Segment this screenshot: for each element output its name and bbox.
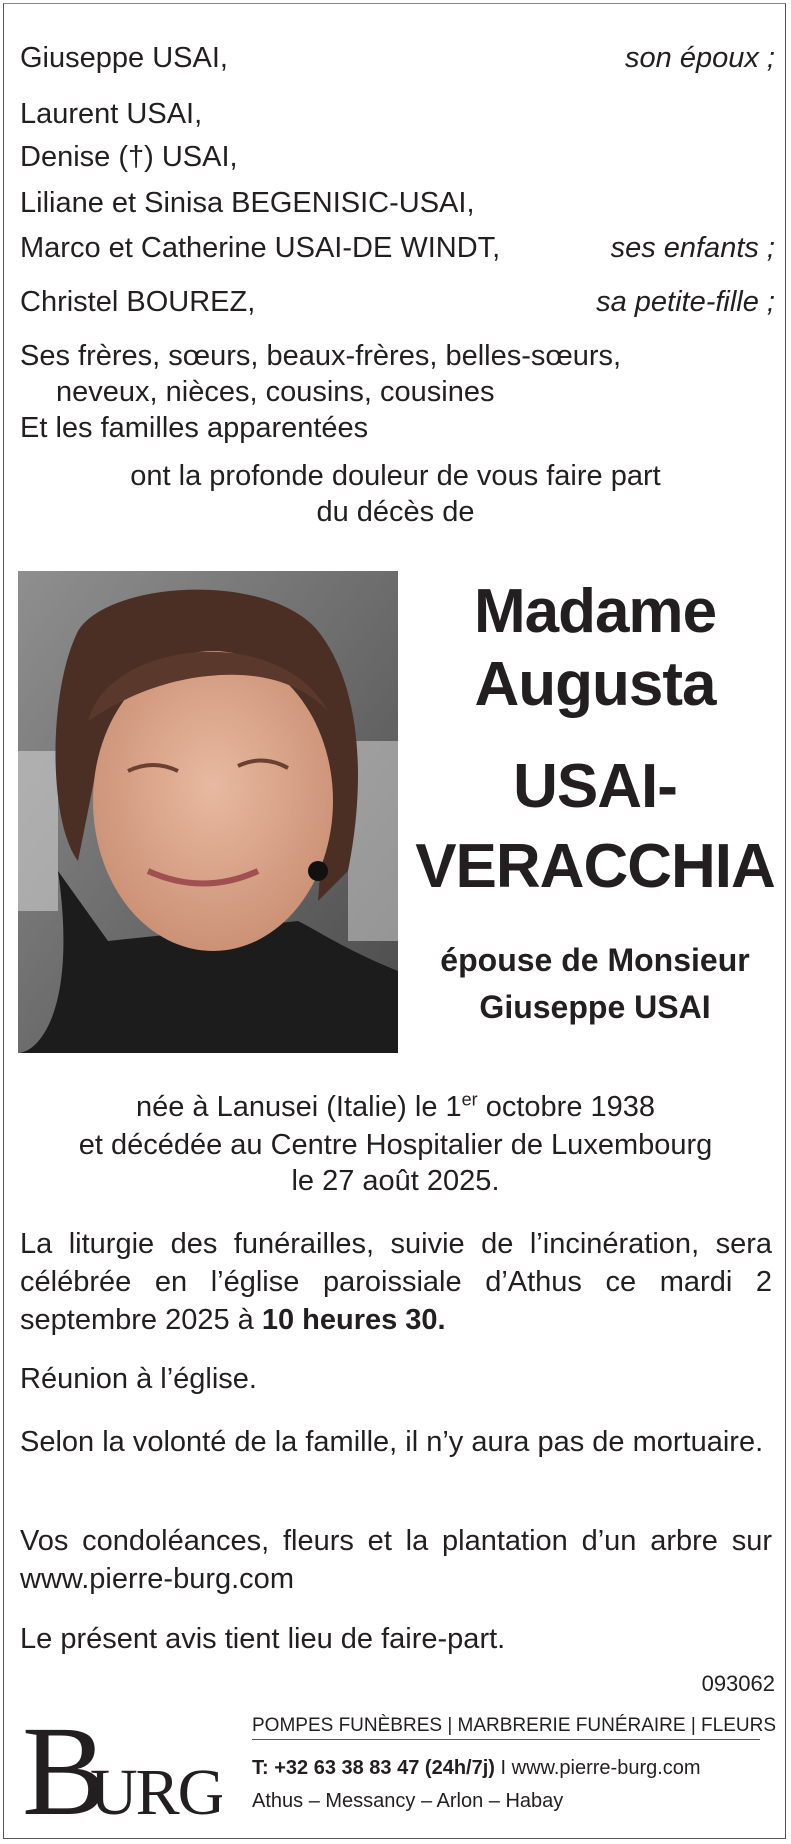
extended-family-line-1: Ses frères, sœurs, beaux-frères, belles-sœurs, xyxy=(20,340,622,372)
family-name-2: Laurent USAI, xyxy=(20,98,203,130)
faire-part-paragraph: Le présent avis tient lieu de faire-part. xyxy=(20,1623,506,1655)
services-line: POMPES FUNÈBRES | MARBRERIE FUNÉRAIRE | FLEURS xyxy=(252,1715,777,1736)
funeral-time: 10 heures 30. xyxy=(261,1304,446,1336)
svg-text:URG: URG xyxy=(90,1756,222,1826)
phone-label: T: +32 63 38 83 47 xyxy=(252,1757,425,1779)
deceased-title: Madame xyxy=(473,577,717,646)
reference-number: 093062 xyxy=(701,1671,775,1696)
family-name-6: Christel BOUREZ, xyxy=(20,286,256,318)
deceased-last-name-2: VERACCHIA xyxy=(415,832,775,901)
extended-family-line-2: neveux, nièces, cousins, cousines xyxy=(56,376,495,408)
announce-line-2: du décès de xyxy=(316,496,475,528)
website-link[interactable]: I www.pierre-burg.com xyxy=(494,1757,701,1779)
burg-logo xyxy=(22,1706,222,1826)
funeral-paragraph xyxy=(20,1225,772,1339)
announce-line-1: ont la profonde douleur de vous faire part xyxy=(130,460,661,492)
birth-text: née à Lanusei (Italie) le 1 xyxy=(135,1091,462,1123)
spouse-line-1: épouse de Monsieur xyxy=(440,942,750,978)
reunion-paragraph: Réunion à l’église. xyxy=(20,1363,257,1395)
extended-family-line-3: Et les familles apparentées xyxy=(20,412,369,444)
funeral-text: La liturgie des funérailles, suivie de l’incinération, sera célébrée en l’église paroissiale d’Athus ce mardi 2 septembre 2025 à xyxy=(20,1228,772,1336)
mortuaire-paragraph: Selon la volonté de la famille, il n’y aura pas de mortuaire. xyxy=(20,1426,764,1458)
locations-line: Athus – Messancy – Arlon – Habay xyxy=(252,1790,564,1812)
family-name-3: Denise (†) USAI, xyxy=(20,141,238,173)
birth-line xyxy=(0,1089,791,1125)
deceased-first-name: Augusta xyxy=(474,650,716,719)
contact-line xyxy=(252,1756,764,1780)
death-line: et décédée au Centre Hospitalier de Luxembourg xyxy=(78,1129,713,1161)
portrait-photo xyxy=(18,571,398,1053)
family-relation-1: son époux ; xyxy=(625,42,775,74)
phone-hours: (24h/7j) xyxy=(424,1757,495,1779)
footer-divider xyxy=(252,1739,760,1740)
svg-text:B: B xyxy=(22,1706,108,1826)
family-relation-6: sa petite-fille ; xyxy=(596,286,775,318)
death-date-line: le 27 août 2025. xyxy=(291,1165,500,1197)
birth-text-end: octobre 1938 xyxy=(477,1091,656,1123)
family-name-5: Marco et Catherine USAI-DE WINDT, xyxy=(20,232,501,264)
birth-superscript: er xyxy=(461,1089,478,1110)
family-name-4: Liliane et Sinisa BEGENISIC-USAI, xyxy=(20,187,475,219)
condolences-paragraph: Vos condoléances, fleurs et la plantation d’un arbre sur www.pierre-burg.com xyxy=(20,1525,772,1595)
family-name-1: Giuseppe USAI, xyxy=(20,42,228,74)
family-relation-5: ses enfants ; xyxy=(610,232,775,264)
spouse-line-2: Giuseppe USAI xyxy=(479,989,711,1025)
deceased-last-name-1: USAI- xyxy=(513,752,677,821)
